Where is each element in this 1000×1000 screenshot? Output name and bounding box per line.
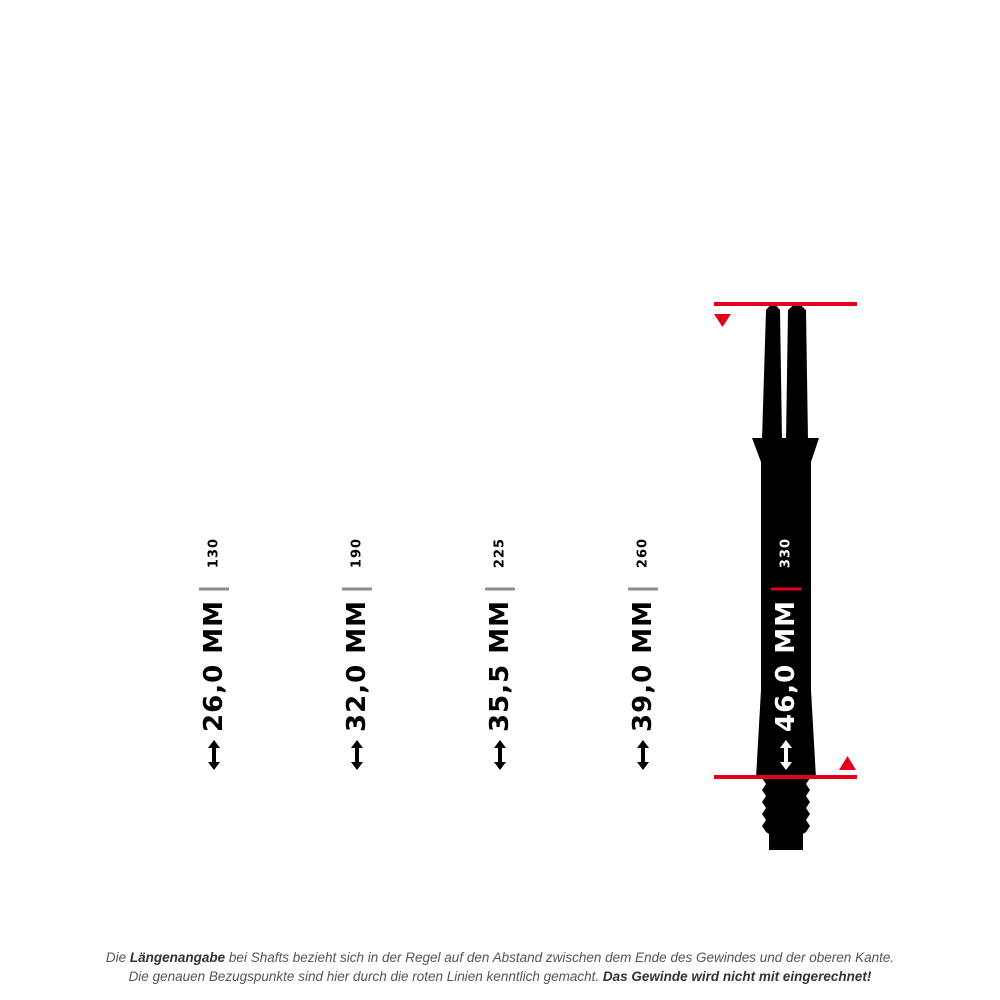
shaft-column-130 xyxy=(199,538,229,770)
shaft-code-label: 225 xyxy=(492,537,508,569)
footnote-text: Die genauen Bezugspunkte sind hier durch die roten Linien kenntlich gemacht. xyxy=(128,969,603,984)
shaft-size-columns xyxy=(199,538,801,770)
shaft-right-prong xyxy=(786,302,808,440)
double-arrow-icon xyxy=(351,740,363,770)
shaft-column-190 xyxy=(342,538,372,770)
shaft-length-label: 46,0 MM xyxy=(771,600,801,732)
shaft-column-260 xyxy=(628,538,658,770)
shaft-thread xyxy=(762,778,810,850)
shaft-column-225 xyxy=(485,538,515,770)
double-arrow-icon xyxy=(637,740,649,770)
footnote-text: Die xyxy=(105,950,130,965)
top-marker-triangle-icon xyxy=(714,314,731,327)
double-arrow-icon xyxy=(208,740,220,770)
footnote-line-2 xyxy=(0,967,1000,986)
double-arrow-icon xyxy=(494,740,506,770)
shaft-length-label: 35,5 MM xyxy=(485,600,515,732)
footnote-line-1 xyxy=(0,948,1000,967)
footnote xyxy=(0,948,1000,986)
shaft-length-label: 26,0 MM xyxy=(199,600,229,732)
shaft-code-label: 130 xyxy=(206,537,222,569)
shaft-left-prong xyxy=(762,302,782,440)
shaft-code-label: 330 xyxy=(778,537,794,569)
footnote-emphasis: Das Gewinde wird nicht mit eingerechnet! xyxy=(602,969,872,984)
footnote-emphasis: Längenangabe xyxy=(129,950,226,965)
bottom-marker-triangle-icon xyxy=(839,756,856,770)
shaft-code-label: 260 xyxy=(635,537,651,569)
shaft-length-label: 39,0 MM xyxy=(628,600,658,732)
shaft-code-label: 190 xyxy=(349,537,365,569)
footnote-text: bei Shafts bezieht sich in der Regel auf den Abstand zwischen dem Ende des Gewindes und der oberen Kante. xyxy=(225,950,895,965)
shaft-length-label: 32,0 MM xyxy=(342,600,372,732)
